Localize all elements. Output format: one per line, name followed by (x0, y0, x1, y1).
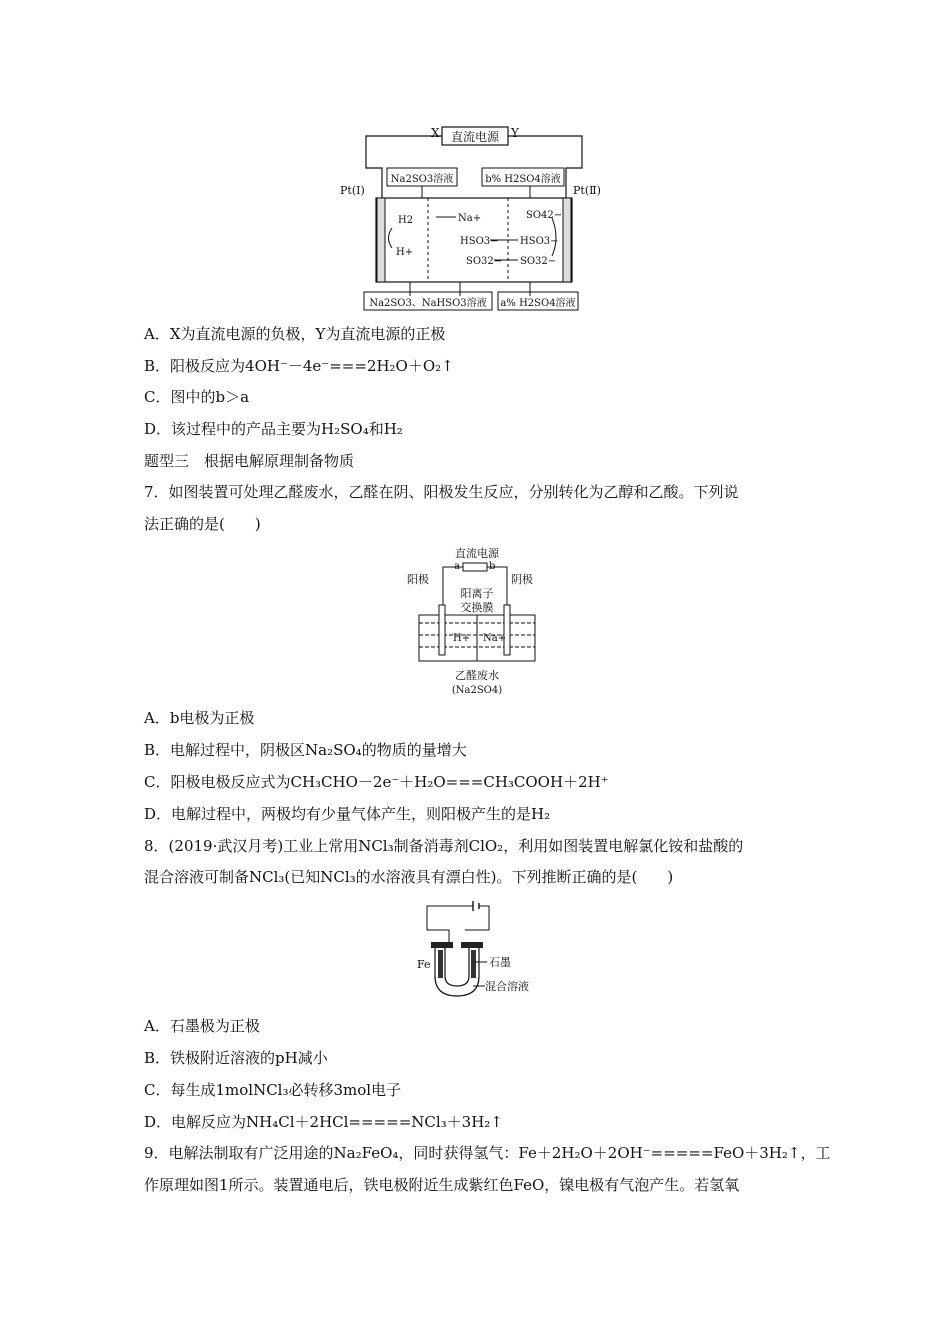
q7-option-b: B．电解过程中，阴极区Na₂SO₄的物质的量增大 (144, 741, 467, 759)
q6-option-d: D．该过程中的产品主要为H₂SO₄和H₂ (144, 420, 403, 438)
fig3-graphite-label: 石墨 (489, 956, 511, 969)
fig1-electrode-right (563, 198, 571, 282)
fig1-na: Na+ (458, 213, 482, 224)
q8-option-d: D．电解反应为NH₄Cl＋2HCl=====NCl₃＋3H₂↑ (144, 1113, 503, 1131)
fig1-wire-right (508, 136, 582, 198)
fig2-cathode-label: 阴极 (511, 573, 533, 586)
fig1-top-right-label: b% H2SO4溶液 (485, 174, 561, 185)
fig1-so4: SO42− (526, 210, 563, 221)
figure-u-tube (415, 898, 540, 1003)
fig2-membrane-label1: 阳离子 (460, 587, 494, 600)
fig2-anode-rod (439, 605, 445, 655)
fig1-wire-left (366, 136, 442, 198)
q9-stem-line2: 作原理如图1所示。装置通电后，铁电极附近生成紫红色FeO，镍电极有气泡产生。若氢氧 (144, 1176, 740, 1194)
fig2-power-label: 直流电源 (455, 547, 499, 560)
q8-option-b: B．铁极附近溶液的pH减小 (144, 1049, 328, 1067)
q8-stem-line2: 混合溶液可制备NCl₃(已知NCl₃的水溶液具有漂白性)。下列推断正确的是( ) (144, 868, 674, 886)
q6-option-c: C．图中的b＞a (144, 388, 250, 406)
fig3-graphite-electrode (471, 950, 476, 978)
q7-stem-line2: 法正确的是( ) (144, 515, 261, 533)
fig1-bottom-right-label: a% H2SO4溶液 (500, 298, 576, 309)
q7-option-c: C．阳极电极反应式为CH₃CHO－2e⁻＋H₂O===CH₃COOH＋2H⁺ (144, 773, 609, 791)
fig1-pt2-label: Pt(Ⅱ) (573, 184, 601, 197)
fig1-y-label: Y (511, 126, 519, 140)
fig2-a-label: a (454, 561, 460, 572)
q6-option-b: B．阳极反应为4OH⁻－4e⁻===2H₂O＋O₂↑ (144, 357, 454, 375)
fig1-so3-right: SO32− (520, 256, 557, 267)
fig1-x-label: X (431, 126, 440, 140)
fig1-electrode-left (377, 198, 385, 282)
fig1-hplus: H+ (396, 247, 414, 258)
fig2-cathode-rod (504, 605, 510, 655)
fig1-hso3-right: HSO3− (520, 236, 559, 247)
fig1-bottom-left-label: Na2SO3、NaHSO3溶液 (369, 298, 487, 309)
fig2-electrolyte-label: (Na2SO4) (451, 685, 503, 695)
figure-electrolysis-cell-1 (330, 118, 620, 312)
fig1-power-label: 直流电源 (450, 130, 500, 144)
fig1-hso3-left: HSO3− (460, 236, 499, 247)
figure-electrolysis-cell-2 (405, 545, 550, 695)
q6-option-a: A．X为直流电源的负极，Y为直流电源的正极 (144, 325, 446, 343)
fig2-membrane-label2: 交换膜 (460, 601, 494, 614)
fig2-battery (463, 563, 487, 571)
section-heading: 题型三 根据电解原理制备物质 (144, 452, 355, 470)
fig3-fe-label: Fe (417, 958, 431, 971)
q8-stem-line1: 8．(2019·武汉月考)工业上常用NCl₃制备消毒剂ClO₂，利用如图装置电解氯化铵和盐酸的 (144, 837, 744, 855)
fig2-b-label: b (489, 561, 496, 572)
fig3-fe-electrode (438, 950, 443, 978)
fig2-hplus: H+ (453, 633, 471, 644)
q7-stem-line1: 7．如图装置可处理乙醛废水，乙醛在阴、阳极发生反应，分别转化为乙醇和乙酸。下列说 (144, 483, 739, 501)
q9-stem-line1: 9．电解法制取有广泛用途的Na₂FeO₄，同时获得氢气：Fe＋2H₂O＋2OH⁻=====FeO＋3H₂↑，工 (144, 1144, 831, 1162)
q7-option-a: A．b电极为正极 (144, 709, 255, 727)
fig1-pt1-label: Pt(Ⅰ) (340, 184, 365, 197)
fig2-anode-label: 阳极 (407, 573, 429, 586)
q7-option-d: D．电解过程中，两极均有少量气体产生，则阳极产生的是H₂ (144, 805, 551, 823)
fig1-so3-left: SO32− (466, 256, 503, 267)
fig1-top-left-label: Na2SO3溶液 (390, 174, 454, 185)
fig1-h2: H2 (398, 215, 414, 226)
fig2-waste-label: 乙醛废水 (455, 669, 499, 682)
fig3-solution-label: 混合溶液 (485, 980, 529, 993)
q8-option-a: A．石墨极为正极 (144, 1017, 260, 1035)
q8-option-c: C．每生成1molNCl₃必转移3mol电子 (144, 1081, 402, 1099)
fig2-na: Na+ (483, 633, 507, 644)
